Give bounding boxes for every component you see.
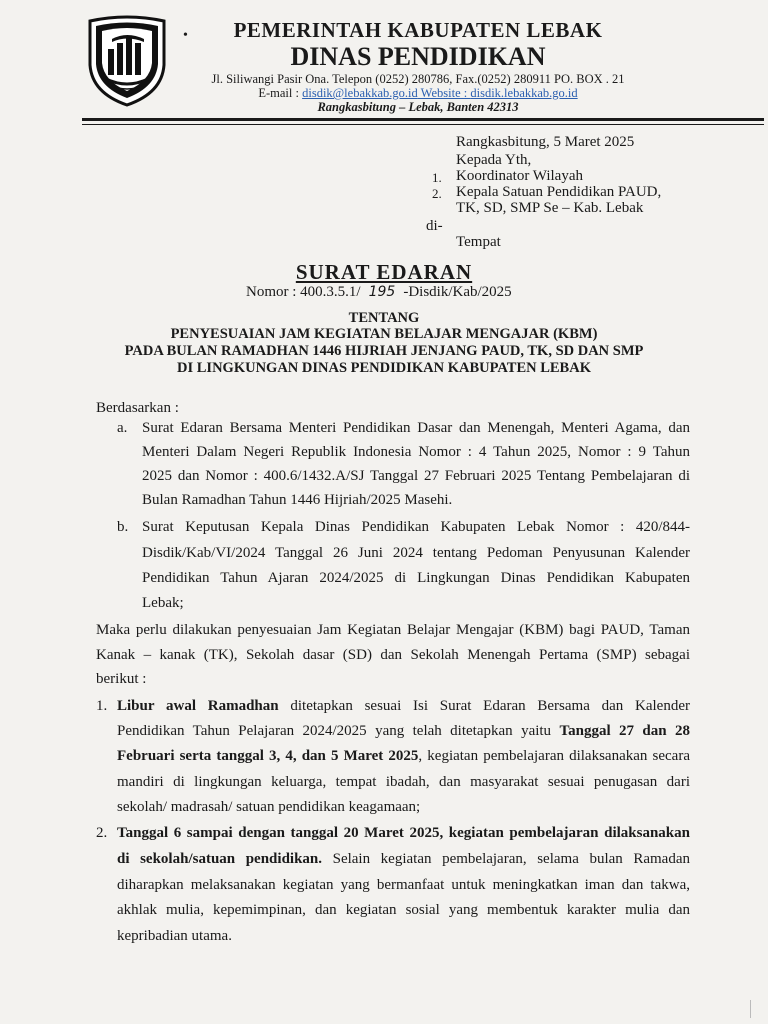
place-date: Rangkasbitung, 5 Maret 2025 — [456, 134, 635, 150]
page-edge-mark — [750, 1000, 751, 1018]
basis-line: 2025 dan Nomor : 400.6/1432.A/SJ Tanggal 27 Februari 2025 Tentang Pembelajaran di — [142, 468, 690, 484]
point-line — [117, 849, 690, 869]
point-text: Selain kegiatan pembelajaran, selama bulan Ramadan — [322, 851, 690, 867]
document-number-prefix: Nomor : 400.3.5.1/ — [246, 284, 361, 300]
basis-label: b. — [117, 519, 129, 535]
basis-line: Surat Keputusan Kepala Dinas Pendidikan Kabupaten Lebak Nomor : 420/844- — [142, 519, 690, 535]
addressee-salutation: Kepada Yth, — [456, 152, 532, 168]
addressee-di: di- — [426, 218, 443, 234]
point-line: kepribadian utama. — [117, 928, 232, 944]
consideration-line: Maka perlu dilakukan penyesuaian Jam Kegiatan Belajar Mengajar (KBM) bagi PAUD, Taman — [96, 622, 690, 638]
recipient-item: Koordinator Wilayah — [456, 168, 584, 184]
basis-line: Lebak; — [142, 595, 184, 611]
regency-emblem-icon — [86, 15, 168, 107]
basis-line: Bulan Ramadhan Tahun 1446 Hijriah/2025 Masehi. — [142, 492, 453, 508]
letterhead-rule-thin — [82, 124, 764, 125]
point-line — [117, 721, 690, 741]
point-line: diharapkan melaksanakan kegiatan yang bermanfaat untuk meningkatkan iman dan takwa, — [117, 877, 690, 893]
point-text: Pendidikan Tahun Pelajaran 2024/2025 yang telah ditetapkan yaitu — [117, 723, 560, 739]
document-number — [246, 284, 512, 301]
basis-line: Pendidikan Tahun Ajaran 2024/2025 di Lingkungan Dinas Pendidikan Kabupaten — [142, 570, 690, 586]
point-emphasis: di sekolah/satuan pendidikan. — [117, 851, 323, 867]
basis-line: Disdik/Kab/VI/2024 Tanggal 26 Juni 2024 tentang Pedoman Penyusunan Kalender — [142, 545, 690, 561]
point-line — [117, 823, 690, 843]
email-link[interactable]: disdik@lebakkab.go.id — [302, 86, 418, 100]
subject-line: PENYESUAIAN JAM KEGIATAN BELAJAR MENGAJAR (KBM) — [170, 326, 598, 342]
recipient-number: 1. — [432, 170, 442, 185]
basis-line: Surat Edaran Bersama Menteri Pendidikan Dasar dan Menengah, Menteri Agama, dan — [142, 420, 690, 436]
agency-city: Rangkasbitung – Lebak, Banten 42313 — [317, 100, 519, 114]
point-number: 2. — [96, 825, 108, 841]
consideration-line: Kanak – kanak (TK), Sekolah dasar (SD) dan Sekolah Menengah Pertama (SMP) sebagai — [96, 647, 690, 663]
agency-address: Jl. Siliwangi Pasir Ona. Telepon (0252) 280786, Fax.(0252) 280911 PO. BOX . 21 — [211, 72, 625, 86]
point-line: akhlak mulia, kepemimpinan, dan kegiatan sosial yang membentuk karakter mulia dan — [117, 902, 690, 918]
point-text: , kegiatan pembelajaran dilaksanakan secara — [418, 748, 690, 764]
point-emphasis: Libur awal Ramadhan — [117, 698, 279, 714]
point-line: sekolah/ madrasah/ satuan pendidikan keagamaan; — [117, 799, 421, 815]
point-emphasis: Tanggal 6 sampai dengan tanggal 20 Maret 2025, kegiatan pembelajaran dilaksanakan — [117, 825, 690, 841]
agency-contact — [196, 86, 640, 101]
basis-line: Menteri Dalam Negeri Republik Indonesia Nomor : 4 Tahun 2025, Nomor : 9 Tahun — [142, 444, 690, 460]
letterhead-rule-thick — [82, 118, 764, 121]
point-emphasis: Februari serta tanggal 3, 4, dan 5 Maret 2025 — [117, 748, 419, 764]
website-label: Website : — [417, 86, 471, 100]
point-line — [117, 746, 690, 766]
document-number-handwritten: 195 — [368, 284, 396, 300]
consideration-line: berikut : — [96, 671, 147, 687]
point-emphasis: Tanggal 27 dan 28 — [559, 723, 690, 739]
website-link[interactable]: disdik.lebakkab.go.id — [470, 86, 578, 100]
point-line — [117, 696, 690, 716]
subject-line: PADA BULAN RAMADHAN 1446 HIJRIAH JENJANG PAUD, TK, SD DAN SMP — [124, 343, 644, 359]
point-line: mandiri di lingkungan keluarga, tempat ibadah, dan masyarakat sesuai penugasan dari — [117, 774, 690, 790]
recipient-number: 2. — [432, 186, 442, 201]
addressee-place: Tempat — [456, 234, 501, 250]
government-name: PEMERINTAH KABUPATEN LEBAK — [233, 18, 603, 42]
document-number-suffix: -Disdik/Kab/2025 — [403, 284, 512, 300]
basis-label: a. — [117, 420, 128, 436]
document-title: SURAT EDARAN — [295, 260, 473, 284]
subject-tentang: TENTANG — [348, 310, 420, 326]
recipient-item: Kepala Satuan Pendidikan PAUD, — [456, 184, 662, 200]
letterhead-dot: • — [183, 28, 188, 43]
basis-intro: Berdasarkan : — [96, 400, 179, 416]
point-text: ditetapkan sesuai Isi Surat Edaran Bersama dan Kalender — [278, 698, 690, 714]
recipient-continuation: TK, SD, SMP Se – Kab. Lebak — [456, 200, 644, 216]
email-label: E-mail : — [258, 86, 303, 100]
point-number: 1. — [96, 698, 108, 714]
agency-name: DINAS PENDIDIKAN — [290, 42, 546, 71]
subject-line: DI LINGKUNGAN DINAS PENDIDIKAN KABUPATEN LEBAK — [177, 360, 591, 376]
